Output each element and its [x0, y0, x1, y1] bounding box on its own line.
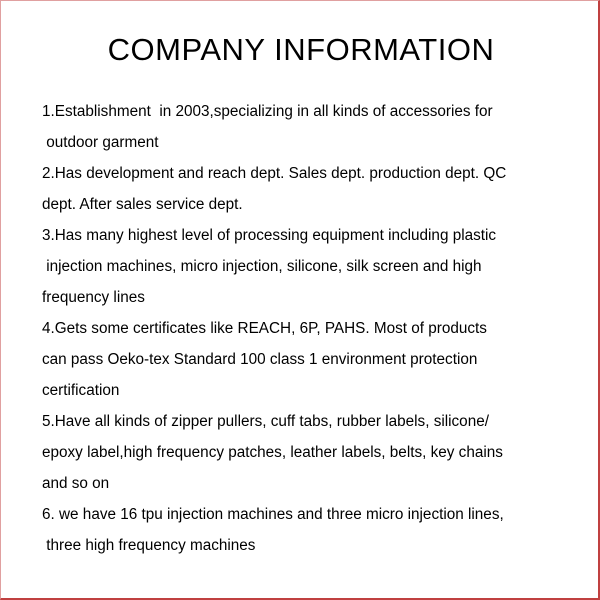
- text-line: three high frequency machines: [42, 537, 256, 554]
- text-line: epoxy label,high frequency patches, leather labels, belts, key chains: [42, 444, 503, 461]
- text-line: can pass Oeko-tex Standard 100 class 1 environment protection: [42, 351, 478, 368]
- text-line: and so on: [42, 475, 110, 492]
- text-line: 1.Establishment in 2003,specializing in all kinds of accessories for: [42, 103, 493, 120]
- text-line: injection machines, micro injection, silicone, silk screen and high: [42, 258, 482, 275]
- text-line: 2.Has development and reach dept. Sales dept. production dept. QC: [42, 165, 507, 182]
- text-line: outdoor garment: [42, 134, 159, 151]
- text-line: 3.Has many highest level of processing equipment including plastic: [42, 227, 497, 244]
- text-line: 5.Have all kinds of zipper pullers, cuff tabs, rubber labels, silicone/: [42, 413, 489, 430]
- info-body: [42, 96, 582, 561]
- text-line: certification: [42, 382, 120, 399]
- text-line: dept. After sales service dept.: [42, 196, 243, 213]
- text-line: frequency lines: [42, 289, 145, 306]
- text-line: 6. we have 16 tpu injection machines and three micro injection lines,: [42, 506, 504, 523]
- page-title: COMPANY INFORMATION: [107, 32, 495, 67]
- text-line: 4.Gets some certificates like REACH, 6P, PAHS. Most of products: [42, 320, 487, 337]
